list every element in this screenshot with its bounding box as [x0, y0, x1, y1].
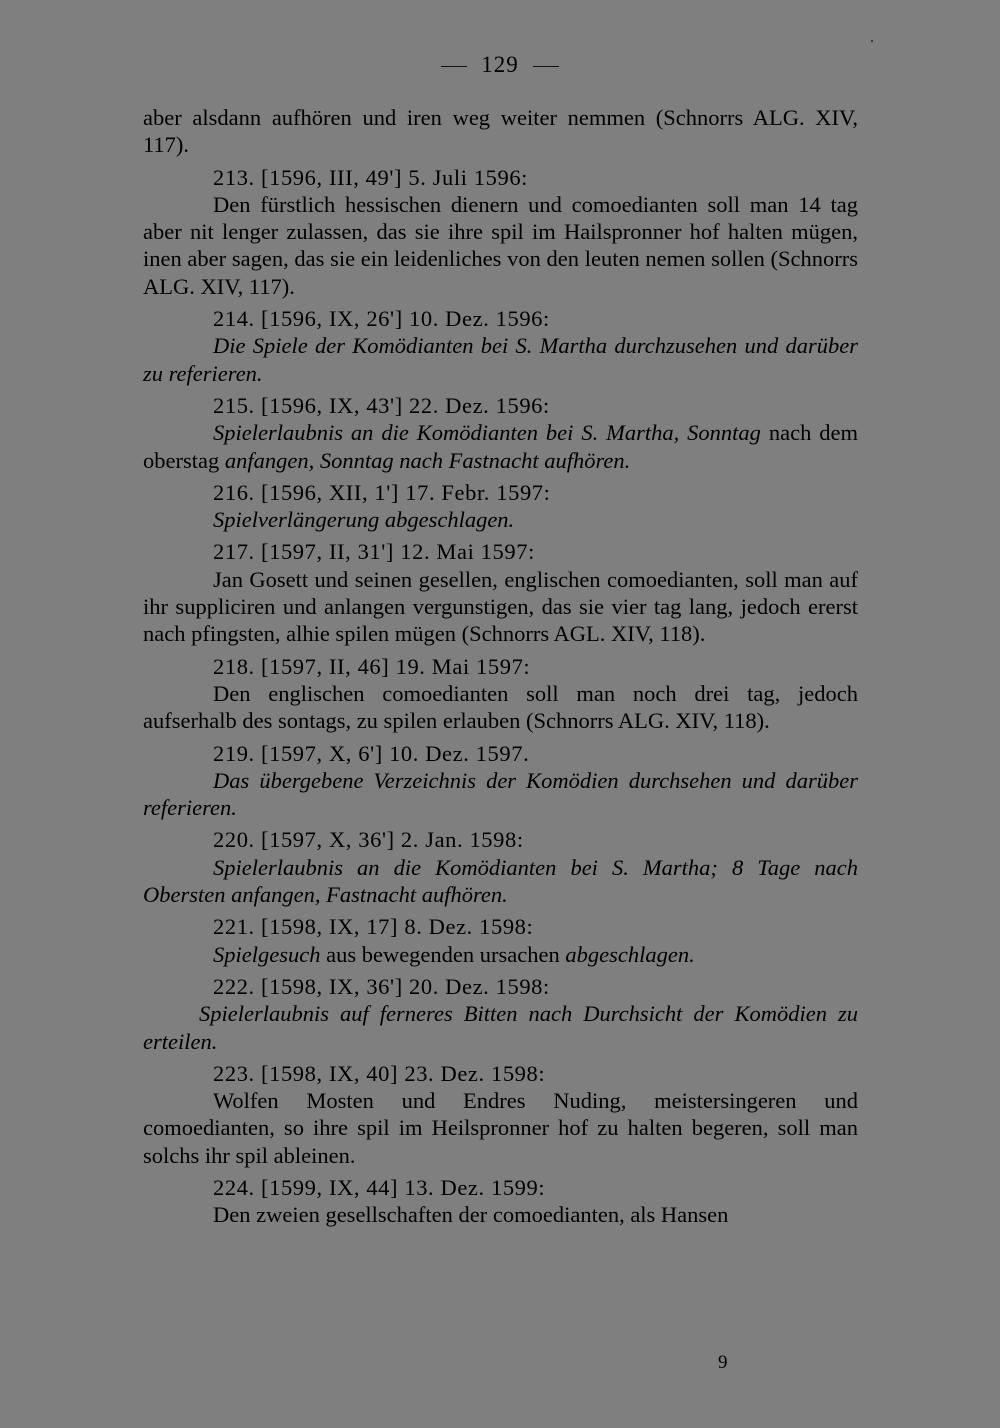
- entry-216-text: Spielverlängerung abgeschlagen.: [213, 507, 515, 533]
- entry-224-heading: 224. [1599, IX, 44] 13. Dez. 1599:: [213, 1174, 546, 1200]
- page-header: [0, 52, 1000, 78]
- entry-217-text: Jan Gosett und seinen gesellen, englischen comoedianten, soll man auf ihr suppliciren und anlangen vergunstigen, das sie vier tag lang, jedoch ererst nach pfingsten, alhie spilen mügen (Schnorrs AGL. XIV, 118).: [143, 566, 858, 647]
- entry-215-text: [143, 419, 858, 474]
- signature-mark: 9: [718, 1352, 728, 1373]
- entry-220-heading: 220. [1597, X, 36'] 2. Jan. 1598:: [213, 827, 524, 853]
- entry-219-heading: 219. [1597, X, 6'] 10. Dez. 1597.: [213, 740, 530, 766]
- entry-222-text: Spielerlaubnis auf ferneres Bitten nach Durchsicht der Komödien zu erteilen.: [143, 1001, 858, 1054]
- entry-216-heading: 216. [1596, XII, 1'] 17. Febr. 1597:: [213, 479, 551, 505]
- entry-221-text: [143, 941, 858, 968]
- header-dash-right: [533, 66, 559, 67]
- entry-213-heading: 213. [1596, III, 49'] 5. Juli 1596:: [213, 164, 529, 190]
- body-text: [143, 104, 858, 1229]
- entry-218-heading: 218. [1597, II, 46] 19. Mai 1597:: [213, 653, 531, 679]
- entry-214-text: Die Spiele der Komödianten bei S. Martha durchzusehen und darüber zu referieren.: [143, 333, 858, 386]
- entry-215-heading: 215. [1596, IX, 43'] 22. Dez. 1596:: [213, 392, 550, 418]
- entry-223-heading: 223. [1598, IX, 40] 23. Dez. 1598:: [213, 1060, 546, 1086]
- entry-213-text: Den fürstlich hessischen dienern und comoedianten soll man 14 tag aber nit lenger zulassen, das sie ihre spil im Hailspronner hof halten mügen, inen aber sagen, das sie ein leidenliches von den leuten nemen sollen (Schnorrs ALG. XIV, 117).: [143, 191, 858, 299]
- entry-217-heading: 217. [1597, II, 31'] 12. Mai 1597:: [213, 539, 535, 565]
- entry-221-roman: aus bewegenden ursachen: [320, 941, 566, 967]
- entry-218-text: Den englischen comoedianten soll man noch drei tag, jedoch aufserhalb des sontags, zu spilen erlauben (Schnorrs ALG. XIV, 118).: [143, 680, 858, 734]
- entry-221-italic-a: Spielgesuch: [213, 941, 321, 967]
- entry-219-text: Das übergebene Verzeichnis der Komödien durchsehen und darüber referieren.: [143, 767, 858, 821]
- page-number: 129: [481, 52, 519, 77]
- entry-224-text: Den zweien gesellschaften der comoedianten, als Hansen: [213, 1202, 729, 1228]
- entry-215-italic-a: Spielerlaubnis an die Komödianten bei S. Martha, Sonntag: [213, 420, 761, 446]
- header-dash-left: [441, 66, 467, 67]
- entry-215-roman: nach dem oberstag: [143, 420, 858, 473]
- entry-220-text: Spielerlaubnis an die Komödianten bei S. Martha; 8 Tage nach Obersten anfangen, Fastnacht aufhören.: [143, 854, 858, 908]
- entry-215-italic-b: anfangen, Sonntag nach Fastnacht aufhören.: [224, 447, 631, 473]
- entry-214-heading: 214. [1596, IX, 26'] 10. Dez. 1596:: [213, 306, 550, 332]
- entry-223-text: Wolfen Mosten und Endres Nuding, meistersingeren und comoedianten, so ihre spil im Heilspronner hof zu halten begeren, soll man solchs ihr spil ableinen.: [143, 1088, 858, 1168]
- entry-222-heading: 222. [1598, IX, 36'] 20. Dez. 1598:: [213, 973, 550, 999]
- scan-speck: [871, 40, 873, 42]
- entry-221-heading: 221. [1598, IX, 17] 8. Dez. 1598:: [213, 914, 534, 940]
- entry-221-italic-b: abgeschlagen.: [565, 941, 695, 967]
- paragraph-continued: aber alsdann aufhören und iren weg weiter nemmen (Schnorrs ALG. XIV, 117).: [143, 105, 858, 158]
